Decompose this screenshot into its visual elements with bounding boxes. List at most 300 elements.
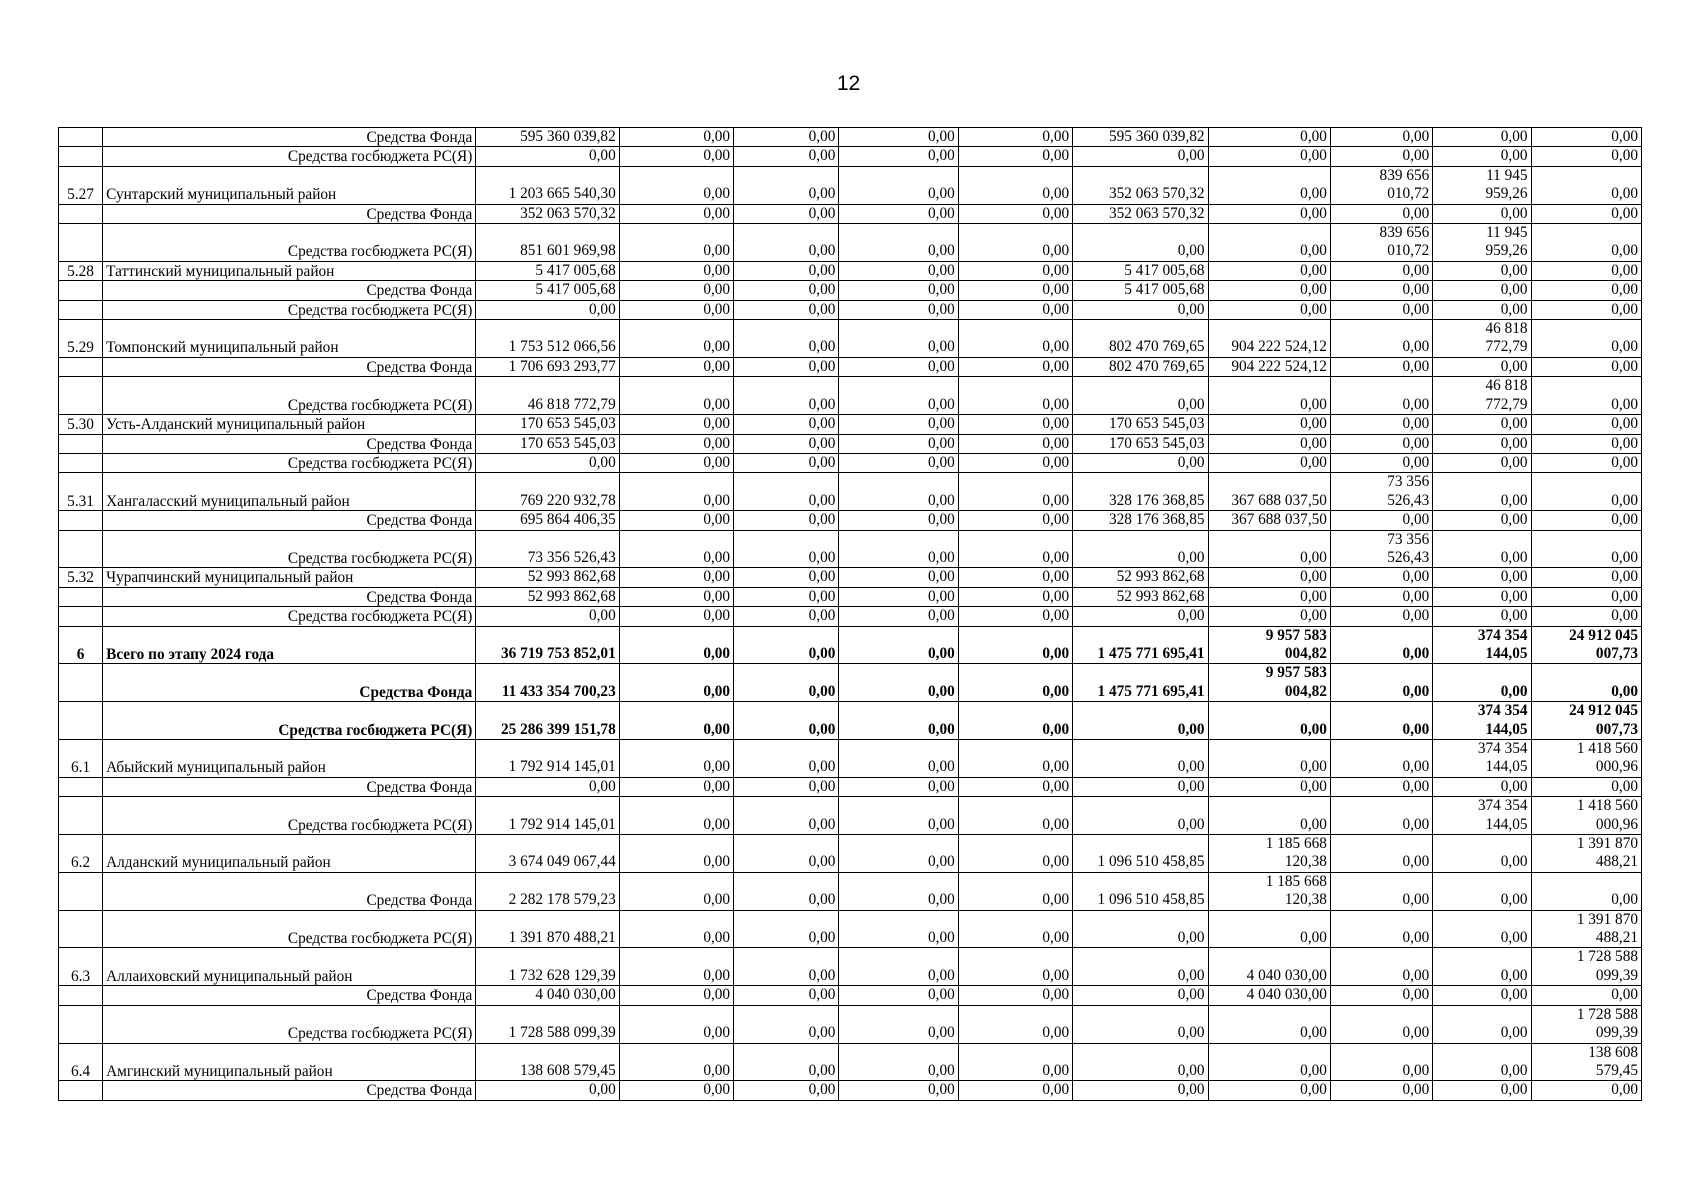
value-cell: 0,00 (1531, 261, 1641, 280)
value-cell: 0,00 (619, 986, 733, 1005)
value-cell: 0,00 (1208, 224, 1330, 262)
value-cell: 0,00 (1208, 568, 1330, 587)
row-name: Сунтарский муниципальный район (103, 166, 476, 204)
value-cell: 0,00 (839, 415, 958, 434)
value-cell: 0,00 (1330, 1005, 1432, 1043)
row-name: Средства госбюджета РС(Я) (103, 224, 476, 262)
table-row (59, 1043, 1642, 1081)
value-cell: 0,00 (1330, 568, 1432, 587)
value-cell: 0,00 (958, 568, 1072, 587)
row-number: 5.31 (59, 473, 103, 511)
value-cell: 4 040 030,00 (1208, 948, 1330, 986)
value-cell: 0,00 (1208, 607, 1330, 626)
value-cell: 595 360 039,82 (1073, 128, 1208, 147)
value-cell: 0,00 (734, 607, 839, 626)
value-cell: 0,00 (958, 607, 1072, 626)
table-row (59, 872, 1642, 910)
row-number: 5.29 (59, 320, 103, 358)
value-cell: 0,00 (1433, 587, 1531, 606)
value-cell: 0,00 (734, 664, 839, 702)
value-cell: 1 475 771 695,41 (1073, 664, 1208, 702)
value-cell: 5 417 005,68 (1073, 281, 1208, 300)
table-row (59, 910, 1642, 948)
row-number (59, 797, 103, 835)
value-cell: 0,00 (839, 1005, 958, 1043)
value-cell: 0,00 (1208, 377, 1330, 415)
value-cell: 0,00 (734, 166, 839, 204)
table-row (59, 587, 1642, 606)
value-cell: 0,00 (1330, 740, 1432, 778)
value-cell: 0,00 (1330, 377, 1432, 415)
table-row (59, 626, 1642, 664)
value-cell: 138 608 579,45 (476, 1043, 619, 1081)
row-number (59, 128, 103, 147)
value-cell: 11 945 959,26 (1433, 224, 1531, 262)
value-cell: 1 096 510 458,85 (1073, 835, 1208, 873)
value-cell: 0,00 (839, 587, 958, 606)
funding-table (58, 127, 1642, 1101)
value-cell: 0,00 (839, 204, 958, 223)
value-cell: 0,00 (1208, 147, 1330, 166)
value-cell: 0,00 (1433, 835, 1531, 873)
value-cell: 11 433 354 700,23 (476, 664, 619, 702)
row-number: 5.32 (59, 568, 103, 587)
value-cell: 802 470 769,65 (1073, 357, 1208, 376)
value-cell: 352 063 570,32 (476, 204, 619, 223)
value-cell: 0,00 (1208, 128, 1330, 147)
value-cell: 0,00 (619, 224, 733, 262)
value-cell: 0,00 (958, 740, 1072, 778)
value-cell: 0,00 (1073, 300, 1208, 319)
value-cell: 0,00 (1531, 607, 1641, 626)
value-cell: 328 176 368,85 (1073, 511, 1208, 530)
row-name: Средства Фонда (103, 281, 476, 300)
value-cell: 3 674 049 067,44 (476, 835, 619, 873)
value-cell: 24 912 045 007,73 (1531, 702, 1641, 740)
value-cell: 0,00 (734, 1043, 839, 1081)
value-cell: 0,00 (1433, 261, 1531, 280)
value-cell: 0,00 (1433, 357, 1531, 376)
value-cell: 0,00 (1531, 473, 1641, 511)
row-name: Абыйский муниципальный район (103, 740, 476, 778)
value-cell: 0,00 (958, 415, 1072, 434)
row-number (59, 357, 103, 376)
value-cell: 0,00 (619, 568, 733, 587)
value-cell: 0,00 (958, 530, 1072, 568)
value-cell: 1 728 588 099,39 (1531, 948, 1641, 986)
value-cell: 0,00 (1073, 1005, 1208, 1043)
value-cell: 0,00 (839, 607, 958, 626)
value-cell: 1 728 588 099,39 (476, 1005, 619, 1043)
value-cell: 0,00 (619, 415, 733, 434)
row-name: Всего по этапу 2024 года (103, 626, 476, 664)
value-cell: 0,00 (1330, 357, 1432, 376)
value-cell: 0,00 (619, 511, 733, 530)
value-cell: 0,00 (958, 300, 1072, 319)
value-cell: 0,00 (839, 835, 958, 873)
value-cell: 352 063 570,32 (1073, 204, 1208, 223)
value-cell: 0,00 (1073, 1081, 1208, 1100)
value-cell: 0,00 (734, 568, 839, 587)
row-number (59, 986, 103, 1005)
value-cell: 0,00 (1330, 948, 1432, 986)
row-name: Аллаиховский муниципальный район (103, 948, 476, 986)
value-cell: 0,00 (734, 453, 839, 472)
value-cell: 0,00 (1330, 281, 1432, 300)
value-cell: 0,00 (476, 300, 619, 319)
row-name: Средства Фонда (103, 986, 476, 1005)
value-cell: 0,00 (958, 453, 1072, 472)
value-cell: 0,00 (958, 986, 1072, 1005)
value-cell: 0,00 (839, 147, 958, 166)
value-cell: 0,00 (1531, 204, 1641, 223)
value-cell: 0,00 (1433, 434, 1531, 453)
value-cell: 0,00 (1433, 607, 1531, 626)
value-cell: 0,00 (1073, 147, 1208, 166)
value-cell: 0,00 (1208, 300, 1330, 319)
row-name: Средства госбюджета РС(Я) (103, 530, 476, 568)
value-cell: 0,00 (734, 224, 839, 262)
value-cell: 0,00 (1208, 434, 1330, 453)
value-cell: 0,00 (734, 702, 839, 740)
row-number (59, 453, 103, 472)
value-cell: 0,00 (958, 224, 1072, 262)
value-cell: 9 957 583 004,82 (1208, 626, 1330, 664)
value-cell: 0,00 (1433, 910, 1531, 948)
value-cell: 0,00 (476, 1081, 619, 1100)
value-cell: 374 354 144,05 (1433, 626, 1531, 664)
value-cell: 0,00 (619, 740, 733, 778)
value-cell: 1 185 668 120,38 (1208, 835, 1330, 873)
table-row (59, 664, 1642, 702)
value-cell: 0,00 (619, 261, 733, 280)
value-cell: 0,00 (1073, 224, 1208, 262)
value-cell: 0,00 (1433, 1081, 1531, 1100)
value-cell: 46 818 772,79 (1433, 377, 1531, 415)
value-cell: 0,00 (1208, 797, 1330, 835)
value-cell: 0,00 (839, 224, 958, 262)
row-name: Средства Фонда (103, 664, 476, 702)
value-cell: 0,00 (1330, 415, 1432, 434)
value-cell: 73 356 526,43 (1330, 530, 1432, 568)
value-cell: 0,00 (1073, 986, 1208, 1005)
value-cell: 0,00 (1073, 607, 1208, 626)
row-number: 6.1 (59, 740, 103, 778)
value-cell: 73 356 526,43 (476, 530, 619, 568)
value-cell: 374 354 144,05 (1433, 740, 1531, 778)
value-cell: 0,00 (1531, 166, 1641, 204)
page-number: 12 (836, 72, 861, 95)
value-cell: 0,00 (1073, 740, 1208, 778)
row-name: Средства госбюджета РС(Я) (103, 797, 476, 835)
row-name: Средства Фонда (103, 204, 476, 223)
value-cell: 138 608 579,45 (1531, 1043, 1641, 1081)
value-cell: 170 653 545,03 (476, 415, 619, 434)
value-cell: 52 993 862,68 (1073, 568, 1208, 587)
value-cell: 0,00 (1073, 453, 1208, 472)
row-number (59, 872, 103, 910)
value-cell: 0,00 (958, 1043, 1072, 1081)
value-cell: 0,00 (1433, 511, 1531, 530)
table-row (59, 1005, 1642, 1043)
value-cell: 0,00 (734, 415, 839, 434)
value-cell: 0,00 (619, 664, 733, 702)
value-cell: 0,00 (1433, 777, 1531, 796)
value-cell: 0,00 (1330, 910, 1432, 948)
table-row (59, 377, 1642, 415)
row-number (59, 530, 103, 568)
value-cell: 0,00 (1208, 702, 1330, 740)
table-row (59, 702, 1642, 740)
value-cell: 1 475 771 695,41 (1073, 626, 1208, 664)
value-cell: 0,00 (476, 147, 619, 166)
value-cell: 0,00 (1433, 948, 1531, 986)
row-name: Средства госбюджета РС(Я) (103, 702, 476, 740)
value-cell: 0,00 (958, 777, 1072, 796)
row-number (59, 204, 103, 223)
row-name: Средства Фонда (103, 872, 476, 910)
value-cell: 0,00 (1531, 357, 1641, 376)
value-cell: 904 222 524,12 (1208, 320, 1330, 358)
value-cell: 0,00 (1208, 740, 1330, 778)
row-name: Средства Фонда (103, 777, 476, 796)
value-cell: 0,00 (1208, 530, 1330, 568)
row-name: Алданский муниципальный район (103, 835, 476, 873)
table-row (59, 948, 1642, 986)
value-cell: 839 656 010,72 (1330, 224, 1432, 262)
value-cell: 0,00 (958, 357, 1072, 376)
row-name: Таттинский муниципальный район (103, 261, 476, 280)
value-cell: 11 945 959,26 (1433, 166, 1531, 204)
value-cell: 0,00 (1330, 453, 1432, 472)
value-cell: 1 728 588 099,39 (1531, 1005, 1641, 1043)
value-cell: 0,00 (734, 300, 839, 319)
value-cell: 4 040 030,00 (1208, 986, 1330, 1005)
table-row (59, 511, 1642, 530)
value-cell: 0,00 (1531, 281, 1641, 300)
value-cell: 0,00 (958, 166, 1072, 204)
value-cell: 5 417 005,68 (476, 261, 619, 280)
value-cell: 0,00 (734, 835, 839, 873)
row-number (59, 702, 103, 740)
row-number (59, 1005, 103, 1043)
row-number (59, 607, 103, 626)
value-cell: 46 818 772,79 (1433, 320, 1531, 358)
value-cell: 0,00 (839, 300, 958, 319)
value-cell: 0,00 (839, 261, 958, 280)
value-cell: 0,00 (958, 281, 1072, 300)
value-cell: 0,00 (958, 473, 1072, 511)
value-cell: 0,00 (1073, 702, 1208, 740)
value-cell: 0,00 (619, 797, 733, 835)
table-row (59, 300, 1642, 319)
value-cell: 0,00 (1330, 128, 1432, 147)
value-cell: 1 792 914 145,01 (476, 740, 619, 778)
value-cell: 0,00 (1531, 434, 1641, 453)
value-cell: 0,00 (1330, 434, 1432, 453)
value-cell: 0,00 (839, 530, 958, 568)
value-cell: 0,00 (958, 511, 1072, 530)
value-cell: 0,00 (1531, 415, 1641, 434)
table-row (59, 1081, 1642, 1100)
value-cell: 367 688 037,50 (1208, 511, 1330, 530)
value-cell: 52 993 862,68 (1073, 587, 1208, 606)
value-cell: 0,00 (839, 320, 958, 358)
value-cell: 0,00 (839, 986, 958, 1005)
value-cell: 0,00 (619, 473, 733, 511)
value-cell: 1 391 870 488,21 (1531, 835, 1641, 873)
value-cell: 4 040 030,00 (476, 986, 619, 1005)
value-cell: 0,00 (1330, 320, 1432, 358)
table-row (59, 473, 1642, 511)
table-row (59, 204, 1642, 223)
row-number (59, 434, 103, 453)
value-cell: 0,00 (1208, 777, 1330, 796)
row-name: Средства Фонда (103, 587, 476, 606)
value-cell: 0,00 (1073, 910, 1208, 948)
row-number (59, 777, 103, 796)
value-cell: 0,00 (619, 128, 733, 147)
value-cell: 1 418 560 000,96 (1531, 740, 1641, 778)
value-cell: 25 286 399 151,78 (476, 702, 619, 740)
row-name: Средства госбюджета РС(Я) (103, 377, 476, 415)
table-row (59, 797, 1642, 835)
value-cell: 1 391 870 488,21 (476, 910, 619, 948)
value-cell: 1 096 510 458,85 (1073, 872, 1208, 910)
value-cell: 695 864 406,35 (476, 511, 619, 530)
value-cell: 0,00 (1208, 587, 1330, 606)
row-number: 5.28 (59, 261, 103, 280)
row-name: Амгинский муниципальный район (103, 1043, 476, 1081)
value-cell: 36 719 753 852,01 (476, 626, 619, 664)
row-number: 6.4 (59, 1043, 103, 1081)
value-cell: 0,00 (619, 948, 733, 986)
value-cell: 0,00 (1433, 986, 1531, 1005)
value-cell: 0,00 (1433, 453, 1531, 472)
value-cell: 0,00 (958, 626, 1072, 664)
value-cell: 0,00 (839, 377, 958, 415)
row-number (59, 224, 103, 262)
value-cell: 2 282 178 579,23 (476, 872, 619, 910)
value-cell: 0,00 (619, 377, 733, 415)
value-cell: 0,00 (619, 872, 733, 910)
value-cell: 0,00 (1433, 473, 1531, 511)
value-cell: 170 653 545,03 (476, 434, 619, 453)
value-cell: 0,00 (1433, 1005, 1531, 1043)
value-cell: 0,00 (1531, 511, 1641, 530)
value-cell: 0,00 (1330, 986, 1432, 1005)
value-cell: 1 418 560 000,96 (1531, 797, 1641, 835)
value-cell: 0,00 (958, 434, 1072, 453)
row-number: 5.27 (59, 166, 103, 204)
value-cell: 0,00 (619, 357, 733, 376)
value-cell: 0,00 (1531, 147, 1641, 166)
row-number (59, 511, 103, 530)
value-cell: 0,00 (958, 147, 1072, 166)
value-cell: 0,00 (839, 357, 958, 376)
value-cell: 0,00 (1531, 872, 1641, 910)
value-cell: 0,00 (619, 281, 733, 300)
value-cell: 0,00 (1433, 147, 1531, 166)
value-cell: 0,00 (1208, 261, 1330, 280)
value-cell: 0,00 (1330, 1043, 1432, 1081)
value-cell: 0,00 (958, 835, 1072, 873)
value-cell: 0,00 (1208, 1081, 1330, 1100)
value-cell: 24 912 045 007,73 (1531, 626, 1641, 664)
value-cell: 0,00 (1073, 797, 1208, 835)
value-cell: 0,00 (1330, 204, 1432, 223)
table-row (59, 128, 1642, 147)
value-cell: 769 220 932,78 (476, 473, 619, 511)
value-cell: 0,00 (734, 910, 839, 948)
value-cell: 0,00 (1531, 587, 1641, 606)
value-cell: 0,00 (839, 702, 958, 740)
table-row (59, 357, 1642, 376)
value-cell: 0,00 (1073, 377, 1208, 415)
table-row (59, 166, 1642, 204)
value-cell: 0,00 (1433, 664, 1531, 702)
value-cell: 0,00 (734, 511, 839, 530)
value-cell: 0,00 (1531, 777, 1641, 796)
value-cell: 0,00 (619, 320, 733, 358)
value-cell: 0,00 (839, 281, 958, 300)
row-name: Хангаласский муниципальный район (103, 473, 476, 511)
value-cell: 0,00 (619, 835, 733, 873)
value-cell: 0,00 (1531, 377, 1641, 415)
value-cell: 0,00 (839, 740, 958, 778)
value-cell: 0,00 (958, 128, 1072, 147)
value-cell: 0,00 (476, 453, 619, 472)
value-cell: 0,00 (1531, 530, 1641, 568)
value-cell: 1 391 870 488,21 (1531, 910, 1641, 948)
value-cell: 0,00 (839, 797, 958, 835)
row-name: Средства госбюджета РС(Я) (103, 910, 476, 948)
row-number (59, 377, 103, 415)
value-cell: 0,00 (619, 434, 733, 453)
row-number (59, 1081, 103, 1100)
value-cell: 0,00 (734, 357, 839, 376)
row-number: 6.3 (59, 948, 103, 986)
value-cell: 1 185 668 120,38 (1208, 872, 1330, 910)
table-row (59, 224, 1642, 262)
row-name: Чурапчинский муниципальный район (103, 568, 476, 587)
value-cell: 352 063 570,32 (1073, 166, 1208, 204)
value-cell: 0,00 (619, 166, 733, 204)
value-cell: 0,00 (1330, 702, 1432, 740)
value-cell: 0,00 (839, 473, 958, 511)
row-name: Средства Фонда (103, 357, 476, 376)
value-cell: 328 176 368,85 (1073, 473, 1208, 511)
value-cell: 367 688 037,50 (1208, 473, 1330, 511)
row-name: Средства госбюджета РС(Я) (103, 147, 476, 166)
value-cell: 0,00 (1433, 1043, 1531, 1081)
value-cell: 0,00 (958, 377, 1072, 415)
value-cell: 5 417 005,68 (1073, 261, 1208, 280)
row-number (59, 300, 103, 319)
value-cell: 0,00 (734, 434, 839, 453)
value-cell: 0,00 (1531, 320, 1641, 358)
value-cell: 73 356 526,43 (1330, 473, 1432, 511)
table-row (59, 261, 1642, 280)
table-row (59, 986, 1642, 1005)
value-cell: 0,00 (958, 1005, 1072, 1043)
table-row (59, 453, 1642, 472)
value-cell: 0,00 (734, 147, 839, 166)
row-name: Средства Фонда (103, 128, 476, 147)
value-cell: 0,00 (476, 777, 619, 796)
value-cell: 595 360 039,82 (476, 128, 619, 147)
value-cell: 0,00 (958, 261, 1072, 280)
